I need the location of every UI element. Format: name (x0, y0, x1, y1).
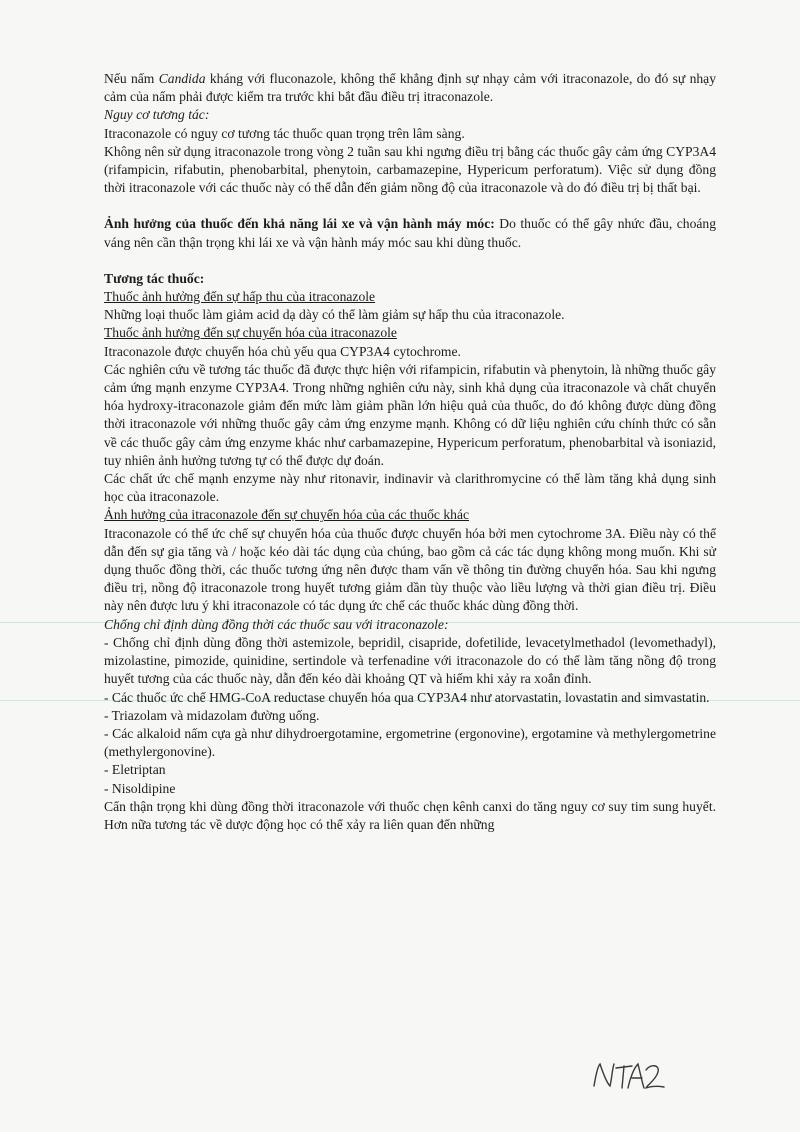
list-item-contraindication: - Nisoldipine (104, 780, 176, 796)
text-span-italic: Candida (158, 71, 206, 86)
text-span: Nếu nấm (104, 71, 159, 86)
list-item-contraindication: - Chống chỉ định dùng đồng thời astemizole, bepridil, cisapride, dofetilide, levacetylmethadol (levomethadyl), mizolastine, pimozide, quinidine, sertindole và terfenadine với itraconazole do có thể làm tăng nồng độ trong huyết tương của các thuốc này, dẫn đến kéo dài khoảng QT và hiếm khi xảy ra xoắn đỉnh. (104, 634, 716, 687)
paragraph-other-drugs: Itraconazole có thể ức chế sự chuyển hóa của thuốc được chuyển hóa bởi men cytochrome 3A. Điều này có thể dẫn đến sự gia tăng và / hoặc kéo dài tác dụng của chúng, bao gồm cả các tác dụng không mong muốn. Khi sử dụng thuốc đồng thời, các thuốc tương ứng nên được tham vấn về thông tin đường chuyển hóa. Sau khi ngưng điều trị, nồng độ itraconazole trong huyết tương giảm dần tùy thuộc vào liều lượng và thời gian điều trị. Điều này nên được lưu ý khi itraconazole có tác dụng ức chế các thuốc khác dùng đồng thời. (104, 525, 716, 614)
paragraph-risk-1: Itraconazole có nguy cơ tương tác thuốc quan trọng trên lâm sàng. (104, 125, 465, 141)
paragraph-risk-2: Không nên sử dụng itraconazole trong vòng 2 tuần sau khi ngưng điều trị bằng các thuốc gây cảm ứng CYP3A4 (rifampicin, rifabutin, phenobarbital, phenytoin, carbamazepine, Hypericum perforatum). Việc sử dụng đồng thời itraconazole với các thuốc này có thể dẫn đến giảm nồng độ của itraconazole và do đó điều trị bị thất bại. (104, 143, 716, 196)
list-item-contraindication: - Eletriptan (104, 762, 166, 778)
signature-icon (588, 1056, 668, 1096)
paragraph-calcium-blockers: Cẩn thận trọng khi dùng đồng thời itraconazole với thuốc chẹn kênh canxi do tăng nguy cơ suy tim sung huyết. Hơn nữa tương tác về dược động học có thể xảy ra liên quan đến những (104, 798, 716, 832)
heading-driving: Ảnh hưởng của thuốc đến khả năng lái xe và vận hành máy móc: (104, 216, 495, 232)
paragraph-metabolism-1: Itraconazole được chuyển hóa chủ yếu qua CYP3A4 cytochrome. (104, 343, 461, 359)
paragraph-absorption: Những loại thuốc làm giảm acid dạ dày có thể làm giảm sự hấp thu của itraconazole. (104, 307, 565, 323)
heading-contraindications: Chống chỉ định dùng đồng thời các thuốc sau với itraconazole: (104, 616, 449, 632)
document-page (104, 70, 716, 834)
list-item-contraindication: - Các thuốc ức chế HMG-CoA reductase chuyển hóa qua CYP3A4 như atorvastatin, lovastatin and simvastatin. (104, 689, 710, 705)
subheading-other-drugs: Ảnh hưởng của itraconazole đến sự chuyển hóa của các thuốc khác (104, 507, 470, 523)
paragraph-metabolism-3: Các chất ức chế mạnh enzyme này như ritonavir, indinavir và clarithromycine có thể làm tăng khả dụng sinh học của itraconazole. (104, 471, 716, 505)
heading-interactions: Tương tác thuốc: (104, 270, 205, 286)
paragraph-driving (104, 215, 716, 251)
paragraph-metabolism-2: Các nghiên cứu về tương tác thuốc đã được thực hiện với rifampicin, rifabutin và phenytoin, là những thuốc gây cảm ứng mạnh enzyme CYP3A4. Trong những nghiên cứu này, sinh khả dụng của itraconazole và chất chuyển hóa hydroxy-itraconazole giảm đến mức làm giảm phần lớn hiệu quả của thuốc, do đó không được dùng đồng thời itraconazole với những thuốc gây cảm ứng enzyme mạnh. Không có dữ liệu nghiên cứu chính thức có sẵn về các thuốc gây cảm ứng enzyme khác như carbamazepine, Hypericum perforatum, phenobarbital và isoniazid, tuy nhiên ảnh hưởng tương tự có thể được dự đoán. (104, 361, 716, 468)
heading-risk: Nguy cơ tương tác: (104, 107, 210, 123)
text-span: Do thuốc có thể gây nhức đầu, choáng váng nên cần thận trọng khi lái xe và vận hành máy móc sau khi dùng thuốc. (104, 216, 716, 250)
subheading-metabolism: Thuốc ảnh hưởng đến sự chuyển hóa của itraconazole (104, 325, 397, 341)
text-span: kháng với fluconazole, không thể khẳng định sự nhạy cảm với itraconazole, do đó sự nhạy cảm của nấm phải được kiểm tra trước khi bắt đầu điều trị itraconazole. (104, 71, 716, 105)
list-item-contraindication: - Triazolam và midazolam đường uống. (104, 707, 320, 723)
subheading-absorption: Thuốc ảnh hưởng đến sự hấp thu của itraconazole (104, 289, 376, 305)
paragraph-candida (104, 70, 716, 106)
handwritten-signature (588, 1056, 668, 1096)
list-item-contraindication: - Các alkaloid nấm cựa gà như dihydroergotamine, ergometrine (ergonovine), ergotamine và methylergometrine (methylergonovine). (104, 725, 716, 760)
